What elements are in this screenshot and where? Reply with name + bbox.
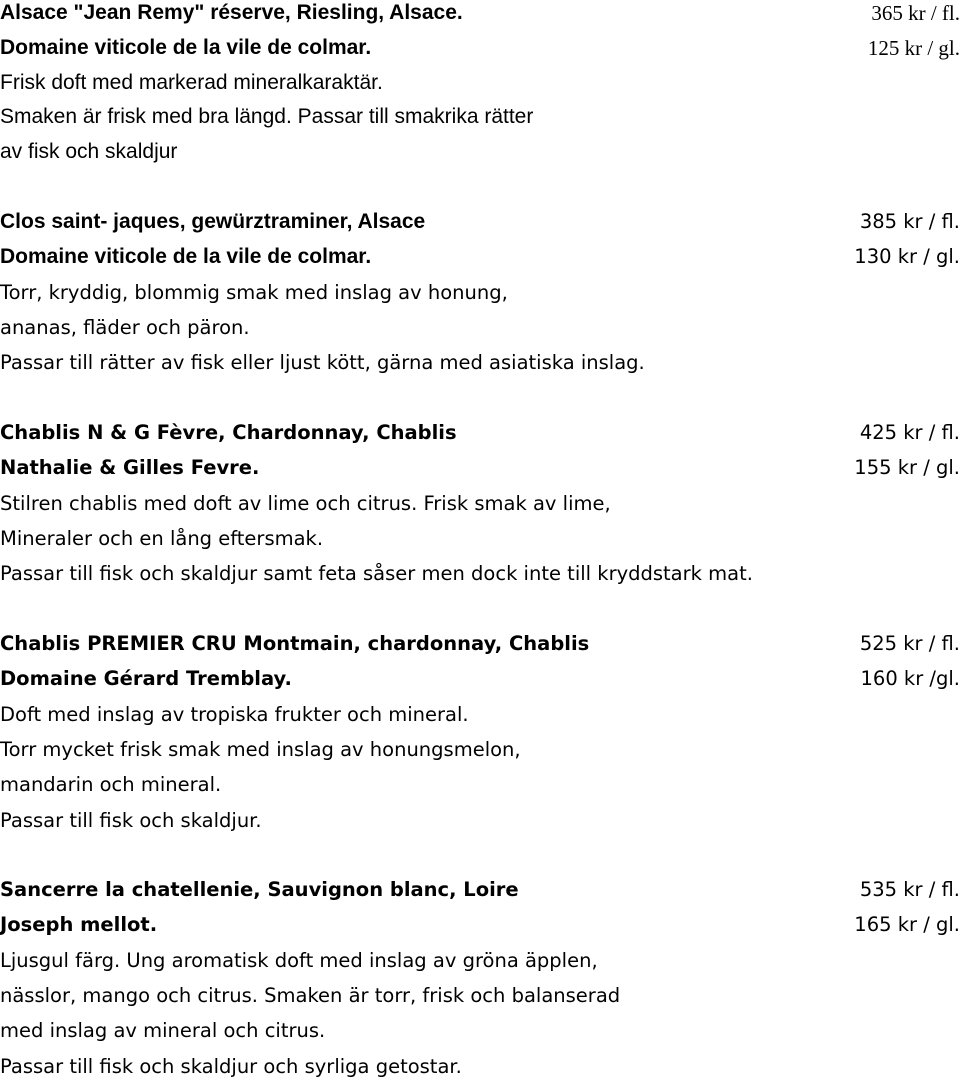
- wine-name: Alsace "Jean Remy" réserve, Riesling, Alsace.: [0, 1, 463, 24]
- wine-description: med inslag av mineral och citrus.: [0, 1019, 326, 1042]
- wine-description: Passar till fisk och skaldjur.: [0, 809, 262, 832]
- wine-description: Passar till fisk och skaldjur samt feta såser men dock inte till kryddstark mat.: [0, 562, 753, 585]
- price-glass: 165 kr / gl.: [854, 913, 960, 936]
- wine-description: Torr mycket frisk smak med inslag av honungsmelon,: [0, 738, 521, 761]
- wine-description: Ljusgul färg. Ung aromatisk doft med inslag av gröna äpplen,: [0, 949, 598, 972]
- wine-description: Stilren chablis med doft av lime och citrus. Frisk smak av lime,: [0, 492, 611, 515]
- wine-name: Chablis PREMIER CRU Montmain, chardonnay, Chablis: [0, 632, 590, 655]
- wine-description: ananas, fläder och päron.: [0, 316, 250, 339]
- price-glass: 130 kr / gl.: [854, 245, 960, 268]
- wine-producer: Domaine viticole de la vile de colmar.: [0, 36, 372, 59]
- price-glass: 160 kr /gl.: [860, 667, 960, 690]
- price-bottle: 365 kr / fl.: [871, 1, 960, 25]
- wine-description: mandarin och mineral.: [0, 773, 222, 796]
- price-glass: 155 kr / gl.: [854, 456, 960, 479]
- price-bottle: 535 kr / fl.: [859, 878, 960, 901]
- wine-description: nässlor, mango och citrus. Smaken är torr, frisk och balanserad: [0, 984, 621, 1007]
- wine-description: av fisk och skaldjur: [0, 140, 178, 163]
- wine-description: Smaken är frisk med bra längd. Passar till smakrika rätter: [0, 105, 534, 128]
- wine-name: Sancerre la chatellenie, Sauvignon blanc, Loire: [0, 878, 519, 901]
- wine-description: Frisk doft med markerad mineralkaraktär.: [0, 71, 383, 94]
- wine-description: Torr, kryddig, blommig smak med inslag av honung,: [0, 281, 508, 304]
- wine-description: Mineraler och en lång eftersmak.: [0, 527, 324, 550]
- price-bottle: 525 kr / fl.: [859, 632, 960, 655]
- price-bottle: 385 kr / fl.: [859, 210, 960, 233]
- wine-producer: Domaine Gérard Tremblay.: [0, 667, 292, 690]
- wine-name: Clos saint- jaques, gewürztraminer, Alsace: [0, 210, 426, 233]
- price-glass: 125 kr / gl.: [867, 36, 960, 60]
- wine-producer: Joseph mellot.: [0, 913, 158, 936]
- wine-name: Chablis N & G Fèvre, Chardonnay, Chablis: [0, 421, 457, 444]
- wine-description: Passar till rätter av fisk eller ljust kött, gärna med asiatiska inslag.: [0, 351, 645, 374]
- wine-producer: Domaine viticole de la vile de colmar.: [0, 245, 372, 268]
- wine-description: Doft med inslag av tropiska frukter och mineral.: [0, 703, 469, 726]
- wine-producer: Nathalie & Gilles Fevre.: [0, 456, 260, 479]
- price-bottle: 425 kr / fl.: [859, 421, 960, 444]
- wine-description: Passar till fisk och skaldjur och syrliga getostar.: [0, 1055, 462, 1078]
